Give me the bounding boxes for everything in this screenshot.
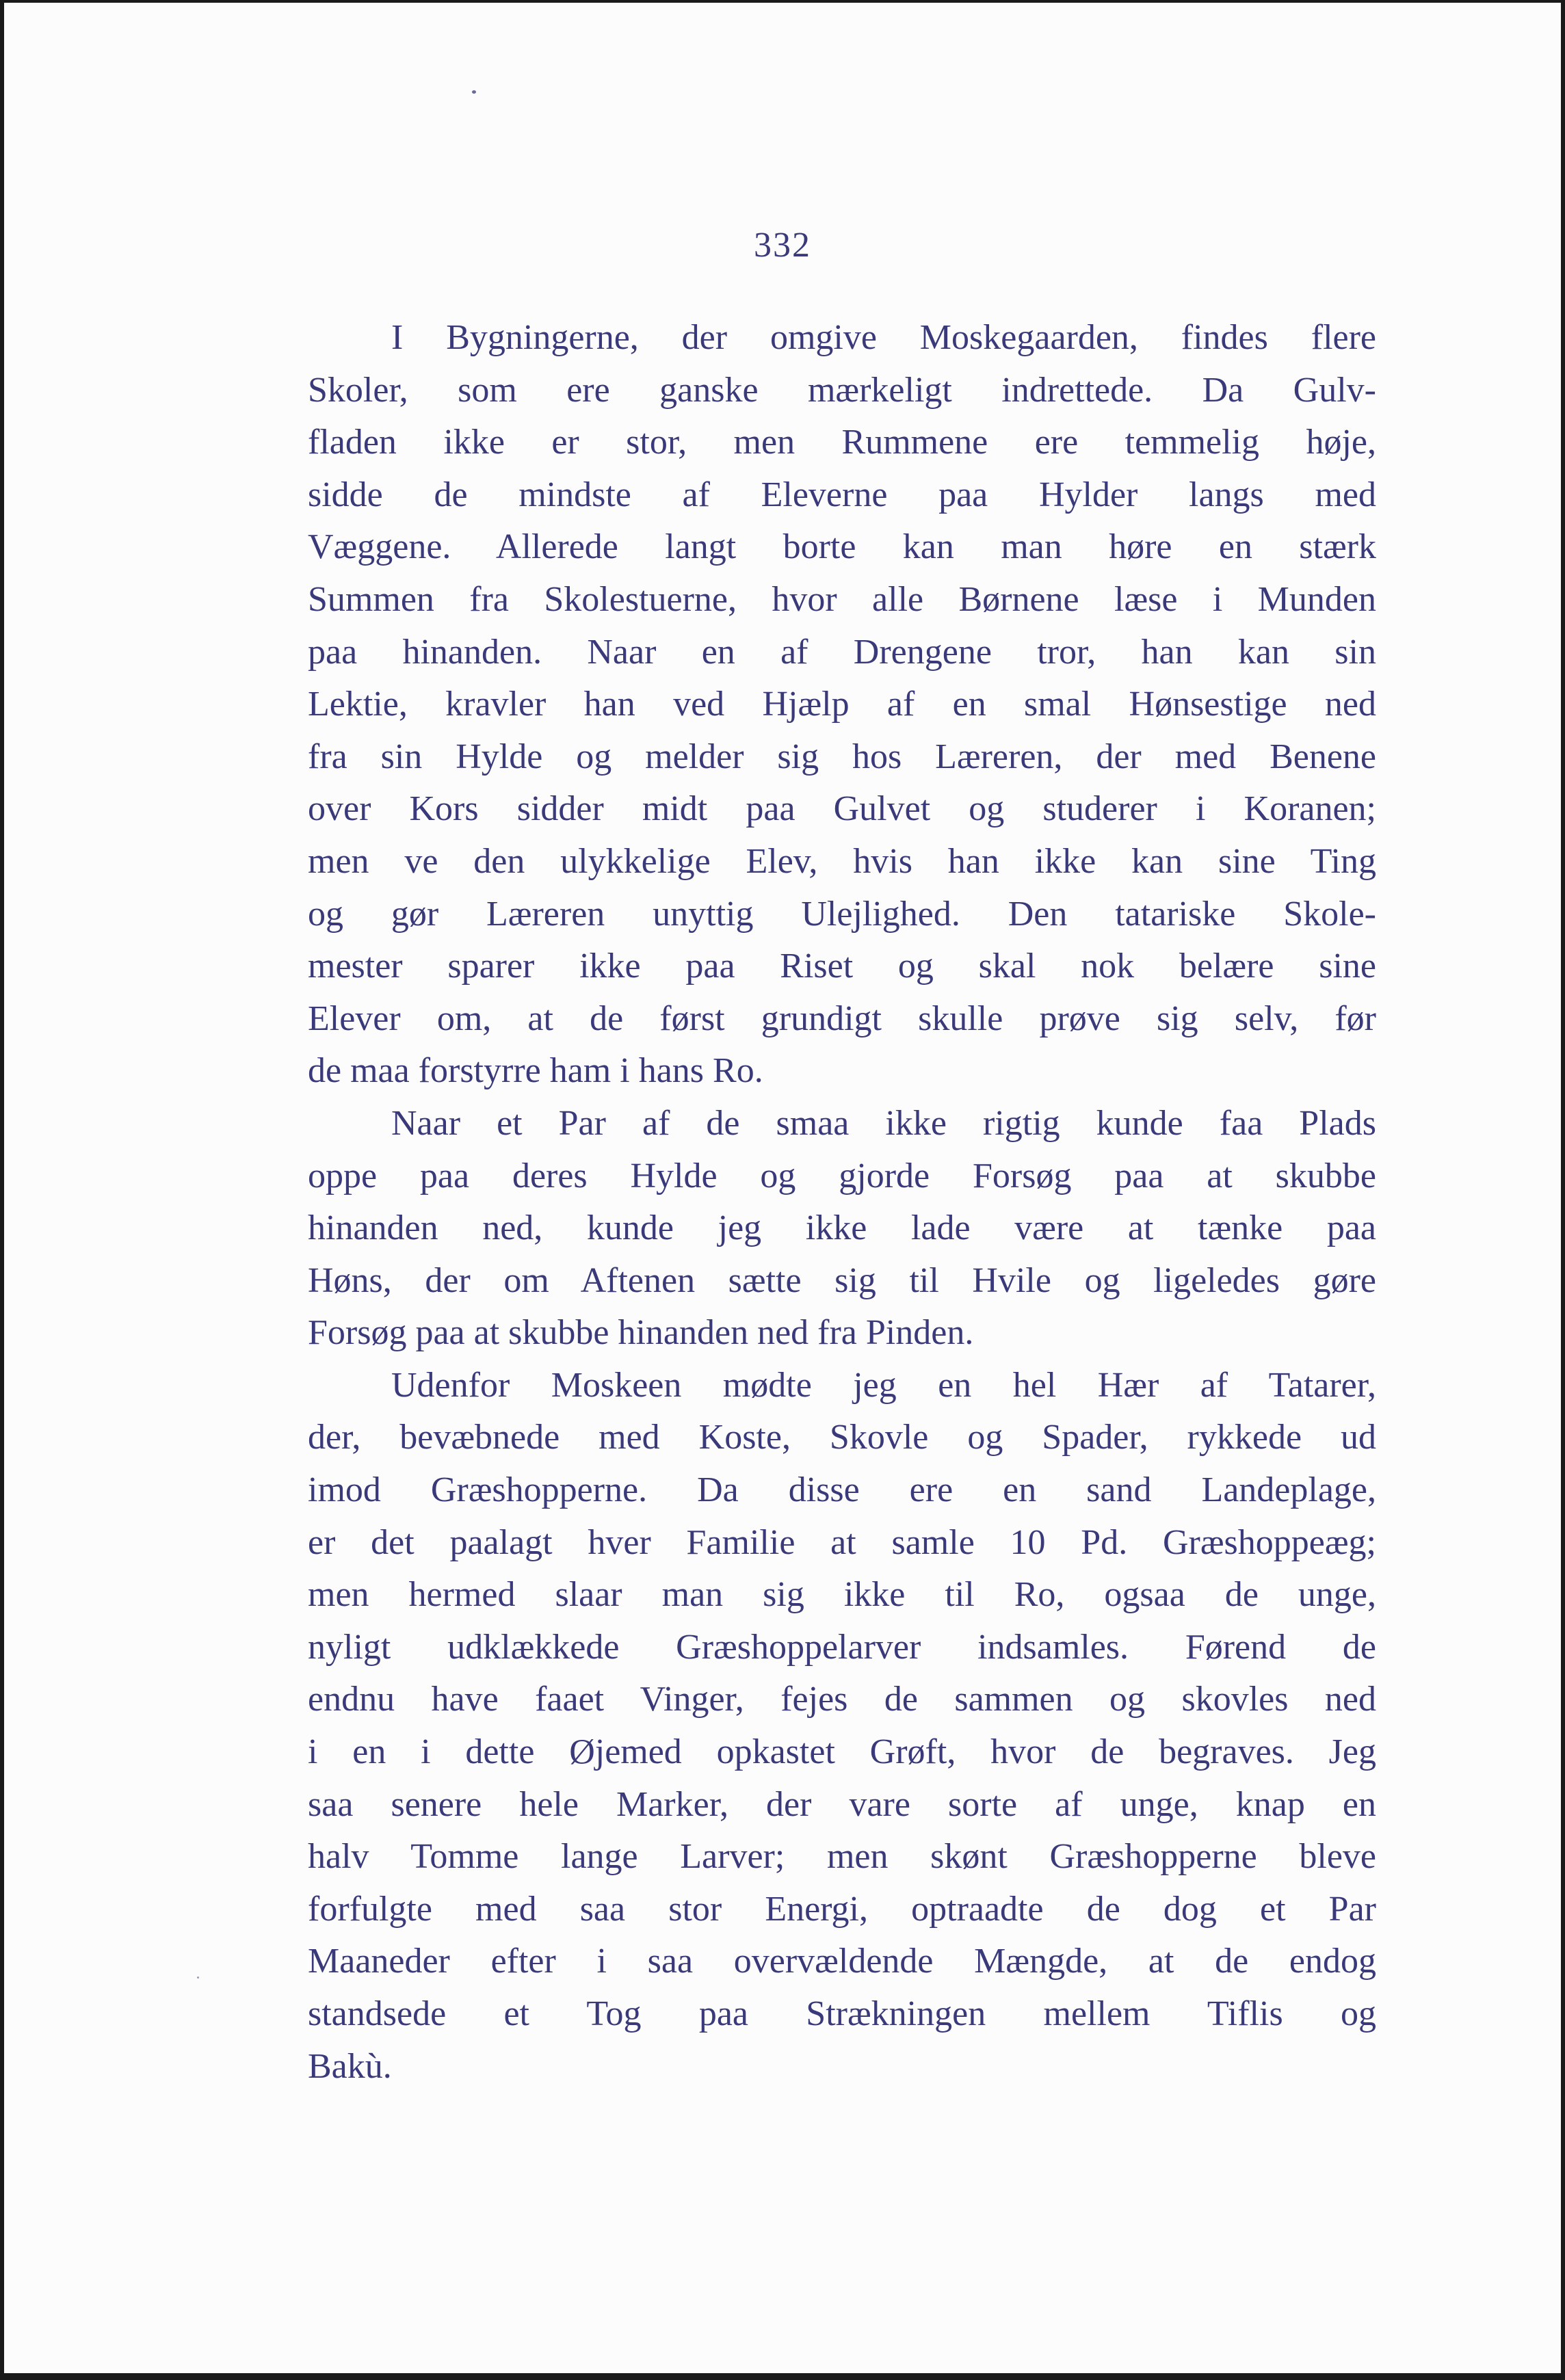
text-line: og gør Læreren unyttig Ulejlighed. Den tatariske Skole- (308, 894, 1376, 934)
text-line: de maa forstyrre ham i hans Ro. (308, 1051, 763, 1091)
ink-speck (197, 1976, 199, 1979)
text-line: I Bygningerne, der omgive Moskegaarden, findes flere (391, 318, 1376, 357)
text-line: Lektie, kravler han ved Hjælp af en smal Hønsestige ned (308, 685, 1376, 724)
text-line: fladen ikke er stor, men Rummene ere temmelig høje, (308, 423, 1376, 462)
text-line: over Kors sidder midt paa Gulvet og studerer i Koranen; (308, 789, 1376, 829)
text-line: fra sin Hylde og melder sig hos Læreren, der med Benene (308, 737, 1376, 776)
text-line: Forsøg paa at skubbe hinanden ned fra Pinden. (308, 1313, 974, 1353)
text-line: Summen fra Skolestuerne, hvor alle Børnene læse i Munden (308, 579, 1376, 619)
text-line: Høns, der om Aftenen sætte sig til Hvile og ligeledes gøre (308, 1260, 1376, 1300)
text-line: standsede et Tog paa Strækningen mellem Tiflis og (308, 1994, 1376, 2033)
text-line: oppe paa deres Hylde og gjorde Forsøg paa at skubbe (308, 1156, 1376, 1195)
text-line: mester sparer ikke paa Riset og skal nok belære sine (308, 947, 1376, 986)
text-line: saa senere hele Marker, der vare sorte af unge, knap en (308, 1784, 1376, 1824)
text-line: sidde de mindste af Eleverne paa Hylder langs med (308, 475, 1376, 514)
text-line: der, bevæbnede med Koste, Skovle og Spader, rykkede ud (308, 1418, 1376, 1457)
text-line: Væggene. Allerede langt borte kan man høre en stærk (308, 527, 1376, 567)
text-line: paa hinanden. Naar en af Drengene tror, han kan sin (308, 632, 1376, 672)
text-line: Udenfor Moskeen mødte jeg en hel Hær af Tatarer, (391, 1365, 1376, 1405)
text-line: i en i dette Øjemed opkastet Grøft, hvor de begraves. Jeg (308, 1732, 1376, 1772)
text-line: men hermed slaar man sig ikke til Ro, ogsaa de unge, (308, 1575, 1376, 1615)
text-line: Skoler, som ere ganske mærkeligt indrettede. Da Gulv- (308, 370, 1376, 410)
text-line: endnu have faaet Vinger, fejes de sammen og skovles ned (308, 1680, 1376, 1719)
text-line: forfulgte med saa stor Energi, optraadte de dog et Par (308, 1889, 1376, 1929)
text-line: er det paalagt hver Familie at samle 10 Pd. Græshoppeæg; (308, 1522, 1376, 1562)
text-line: Elever om, at de først grundigt skulle prøve sig selv, før (308, 999, 1376, 1038)
body-text (308, 312, 1376, 2093)
text-line: Naar et Par af de smaa ikke rigtig kunde faa Plads (391, 1103, 1376, 1143)
text-line: Bakù. (308, 2046, 392, 2086)
text-line: Maaneder efter i saa overvældende Mængde, at de endog (308, 1942, 1376, 1981)
text-line: halv Tomme lange Larver; men skønt Græshopperne bleve (308, 1837, 1376, 1877)
text-line: men ve den ulykkelige Elev, hvis han ikke kan sine Ting (308, 841, 1376, 881)
text-line: hinanden ned, kunde jeg ikke lade være at tænke paa (308, 1208, 1376, 1248)
page-number: 332 (754, 226, 811, 265)
ink-speck (472, 90, 476, 94)
book-page (4, 3, 1561, 2373)
text-line: nyligt udklækkede Græshoppelarver indsamles. Førend de (308, 1627, 1376, 1667)
text-line: imod Græshopperne. Da disse ere en sand Landeplage, (308, 1470, 1376, 1510)
